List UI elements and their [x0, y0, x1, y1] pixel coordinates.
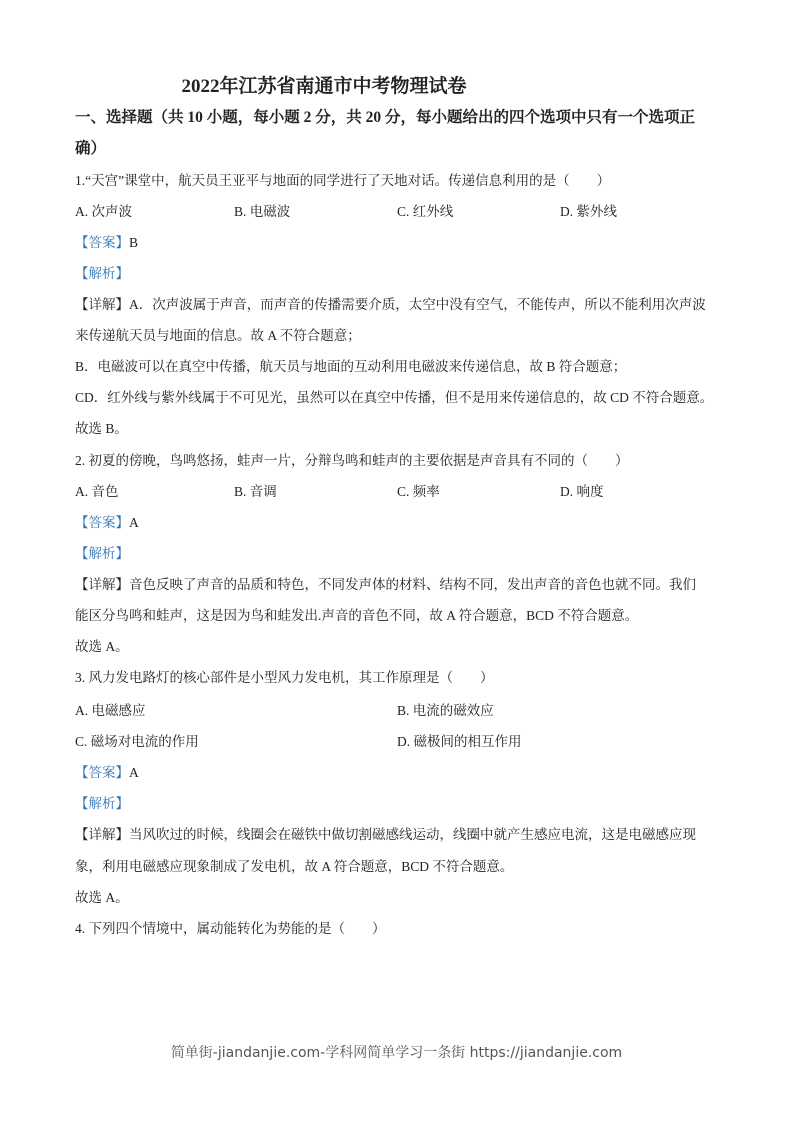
detail-text: 音色反映了声音的品质和特色，不同发声体的材料、结构不同，发出声音的音色也就不同。我们 [129, 577, 696, 592]
q3-answer [75, 763, 139, 783]
q3-conclusion: 故选 A。 [75, 890, 129, 905]
q1-answer [75, 233, 138, 253]
section-heading-cont: 确） [75, 140, 107, 157]
detail-label: 【详解】 [75, 297, 129, 312]
q2-detail-line [75, 575, 696, 595]
q2-option-b: B. 音调 [234, 484, 277, 499]
section-heading: 一、选择题（共 10 小题，每小题 2 分，共 20 分，每小题给出的四个选项中只有一个选项正 [75, 109, 696, 126]
q3-option-d: D. 磁极间的相互作用 [397, 734, 522, 749]
detail-text: 当风吹过的时候，线圈会在磁铁中做切割磁感线运动，线圈中就产生感应电流，这是电磁感应现 [129, 827, 696, 842]
q1-option-d: D. 紫外线 [560, 204, 617, 219]
q2-detail-line: 能区分鸟鸣和蛙声，这是因为鸟和蛙发出.声音的音色不同，故 A 符合题意，BCD 不符合题意。 [75, 608, 639, 623]
q3-detail-line: 象，利用电磁感应现象制成了发电机，故 A 符合题意，BCD 不符合题意。 [75, 859, 514, 874]
q1-detail-line: B．电磁波可以在真空中传播，航天员与地面的互动利用电磁波来传递信息，故 B 符合题意； [75, 359, 627, 374]
q1-detail-line: 来传递航天员与地面的信息。故 A 不符合题意； [75, 328, 361, 343]
q1-option-a: A. 次声波 [75, 204, 132, 219]
footer-watermark: 简单街-jiandanjie.com-学科网简单学习一条街 https://jiandanjie.com [170, 1045, 623, 1061]
q1-option-b: B. 电磁波 [234, 204, 291, 219]
q1-conclusion: 故选 B。 [75, 421, 128, 436]
q2-option-c: C. 频率 [397, 484, 440, 499]
q3-option-c: C. 磁场对电流的作用 [75, 734, 199, 749]
question-4-stem: 4. 下列四个情境中，属动能转化为势能的是（ ） [75, 921, 386, 936]
q3-detail-line [75, 825, 696, 845]
answer-value: A [129, 515, 139, 530]
q1-detail-line: CD．红外线与紫外线属于不可见光，虽然可以在真空中传播，但不是用来传递信息的，故 CD 不符合题意。 [75, 390, 714, 405]
answer-label: 【答案】 [75, 515, 129, 530]
detail-text: A．次声波属于声音，而声音的传播需要介质，太空中没有空气，不能传声，所以不能利用次声波 [129, 297, 706, 312]
q2-answer [75, 513, 139, 533]
q2-conclusion: 故选 A。 [75, 639, 129, 654]
q3-analysis-label: 【解析】 [75, 796, 129, 811]
detail-label: 【详解】 [75, 577, 129, 592]
question-1-stem: 1.“天宫”课堂中，航天员王亚平与地面的同学进行了天地对话。传递信息利用的是（ ） [75, 173, 611, 188]
answer-label: 【答案】 [75, 765, 129, 780]
q3-option-a: A. 电磁感应 [75, 703, 146, 718]
answer-value: B [129, 235, 139, 250]
question-2-stem: 2. 初夏的傍晚，鸟鸣悠扬，蛙声一片，分辩鸟鸣和蛙声的主要依据是声音具有不同的（ ） [75, 453, 629, 468]
q1-detail-line [75, 295, 706, 315]
q3-option-b: B. 电流的磁效应 [397, 703, 494, 718]
q1-option-c: C. 红外线 [397, 204, 454, 219]
q2-analysis-label: 【解析】 [75, 546, 129, 561]
answer-value: A [129, 765, 139, 780]
detail-label: 【详解】 [75, 827, 129, 842]
q2-option-d: D. 响度 [560, 484, 604, 499]
answer-label: 【答案】 [75, 235, 129, 250]
q1-analysis-label: 【解析】 [75, 266, 129, 281]
question-3-stem: 3. 风力发电路灯的核心部件是小型风力发电机，其工作原理是（ ） [75, 670, 494, 685]
q2-option-a: A. 音色 [75, 484, 119, 499]
page-title: 2022年江苏省南通市中考物理试卷 [181, 76, 467, 97]
